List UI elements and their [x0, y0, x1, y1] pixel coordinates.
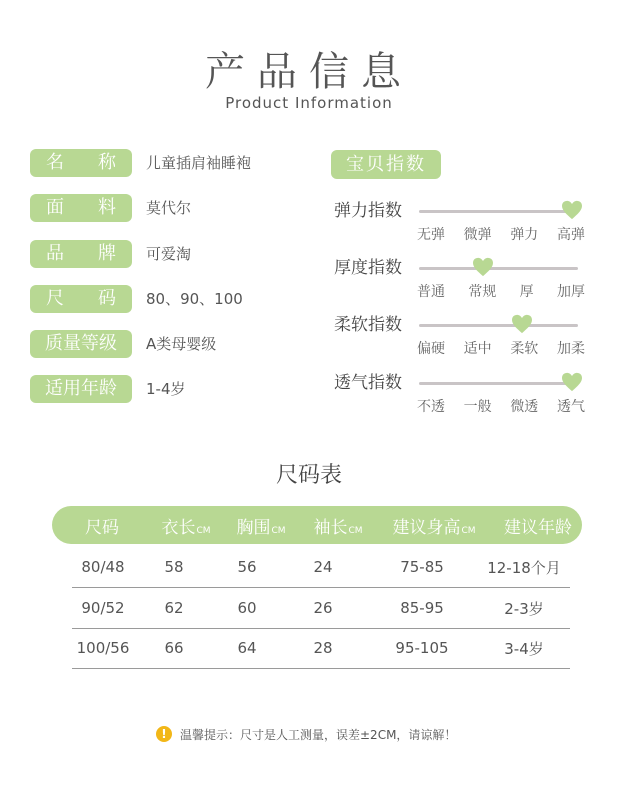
rating-track [419, 382, 578, 385]
rating-option: 柔软 [510, 341, 539, 357]
header-unit: CM [196, 525, 211, 536]
header-text: 袖长 [313, 517, 348, 538]
table-cell: 80/48 [81, 558, 125, 576]
info-value: 儿童插肩袖睡袍 [146, 154, 252, 172]
info-label-text: 质量等级 [45, 333, 117, 354]
info-value: 1-4岁 [146, 380, 186, 398]
table-cell: 95-105 [395, 639, 449, 657]
table-cell: 28 [313, 639, 333, 657]
rating-track [419, 210, 578, 213]
rating-track [419, 324, 578, 327]
rating-item [331, 200, 591, 244]
table-cell: 62 [164, 599, 184, 617]
rating-option: 普通 [417, 284, 445, 300]
rating-option: 常规 [468, 284, 497, 300]
header-text: 建议年龄 [504, 517, 572, 538]
rating-track [419, 267, 578, 270]
size-table-header-cell [52, 513, 152, 538]
table-row [72, 588, 570, 629]
exclamation-icon: ! [156, 726, 172, 742]
rating-options [417, 338, 585, 358]
info-label-text: 牌 [98, 243, 116, 264]
rating-option: 微透 [510, 399, 539, 415]
size-table-header-cell [302, 513, 374, 538]
rating-option: 弹力 [510, 227, 539, 243]
size-table-header-cell [374, 513, 494, 538]
table-cell: 85-95 [400, 599, 444, 617]
table-cell: 26 [313, 599, 333, 617]
rating-option: 加厚 [556, 284, 585, 300]
info-label-text: 称 [98, 152, 116, 173]
info-value: 80、90、100 [146, 290, 243, 308]
rating-options [417, 281, 585, 301]
info-label-text: 料 [98, 197, 116, 218]
rating-option: 微弹 [463, 227, 492, 243]
rating-name: 柔软指数 [334, 315, 402, 335]
info-label-text: 适用年龄 [45, 378, 117, 399]
table-cell: 3-4岁 [504, 639, 544, 658]
info-label [30, 285, 132, 313]
info-label-text: 面 [46, 197, 64, 218]
page-subtitle: Product Information [225, 94, 393, 112]
info-label-text: 尺 [46, 288, 64, 309]
rating-item [331, 257, 591, 301]
header-text: 胸围 [236, 517, 271, 538]
page-title: 产品信息 [205, 49, 413, 95]
info-value: A类母婴级 [146, 335, 217, 353]
info-label-text: 品 [46, 243, 64, 264]
info-label [30, 330, 132, 358]
info-label [30, 149, 132, 177]
header-text: 尺码 [85, 517, 119, 538]
table-cell: 64 [237, 639, 257, 657]
warm-tip [156, 724, 456, 744]
rating-option: 透气 [556, 399, 585, 415]
header-text: 衣长 [161, 517, 196, 538]
rating-option: 厚 [519, 284, 534, 300]
table-cell: 100/56 [76, 639, 130, 657]
heart-icon [561, 200, 583, 220]
rating-option: 一般 [463, 399, 492, 415]
table-cell: 60 [237, 599, 257, 617]
rating-option: 无弹 [417, 227, 445, 243]
rating-name: 厚度指数 [334, 258, 402, 278]
rating-option: 高弹 [556, 227, 585, 243]
warm-tip-text: 温馨提示：尺寸是人工测量，误差±2CM，请谅解！ [180, 727, 457, 742]
heart-icon [561, 372, 583, 392]
rating-option: 偏硬 [417, 341, 445, 357]
info-label [30, 375, 132, 403]
header-text: 建议身高 [392, 517, 461, 538]
info-label-text: 名 [46, 152, 64, 173]
info-label-text: 码 [98, 288, 116, 309]
size-table-header-cell [152, 513, 220, 538]
table-cell: 24 [313, 558, 333, 576]
table-cell: 66 [164, 639, 184, 657]
table-cell: 12-18个月 [487, 558, 561, 577]
table-cell: 75-85 [400, 558, 444, 576]
table-cell: 90/52 [81, 599, 125, 617]
table-cell: 56 [237, 558, 257, 576]
size-table-header-cell [220, 513, 302, 538]
info-value: 莫代尔 [146, 199, 192, 217]
size-table-header-cell [494, 513, 582, 538]
size-table-header [52, 506, 582, 544]
header-unit: CM [461, 525, 476, 536]
header-unit: CM [348, 525, 363, 536]
table-cell: 58 [164, 558, 184, 576]
rating-name: 透气指数 [334, 373, 402, 393]
rating-item [331, 372, 591, 416]
rating-option: 不透 [417, 399, 445, 415]
heart-icon [511, 314, 533, 334]
rating-item [331, 314, 591, 358]
rating-options [417, 396, 585, 416]
table-row [72, 547, 570, 588]
info-label [30, 194, 132, 222]
ratings-title: 宝贝指数 [331, 150, 441, 179]
table-cell: 2-3岁 [504, 599, 544, 618]
table-row [72, 628, 570, 669]
size-table-title: 尺码表 [275, 463, 342, 488]
rating-name: 弹力指数 [334, 201, 402, 221]
rating-option: 加柔 [556, 341, 585, 357]
rating-option: 适中 [463, 341, 492, 357]
rating-options [417, 224, 585, 244]
heart-icon [472, 257, 494, 277]
header-unit: CM [271, 525, 286, 536]
info-label [30, 240, 132, 268]
info-value: 可爱淘 [146, 245, 192, 263]
